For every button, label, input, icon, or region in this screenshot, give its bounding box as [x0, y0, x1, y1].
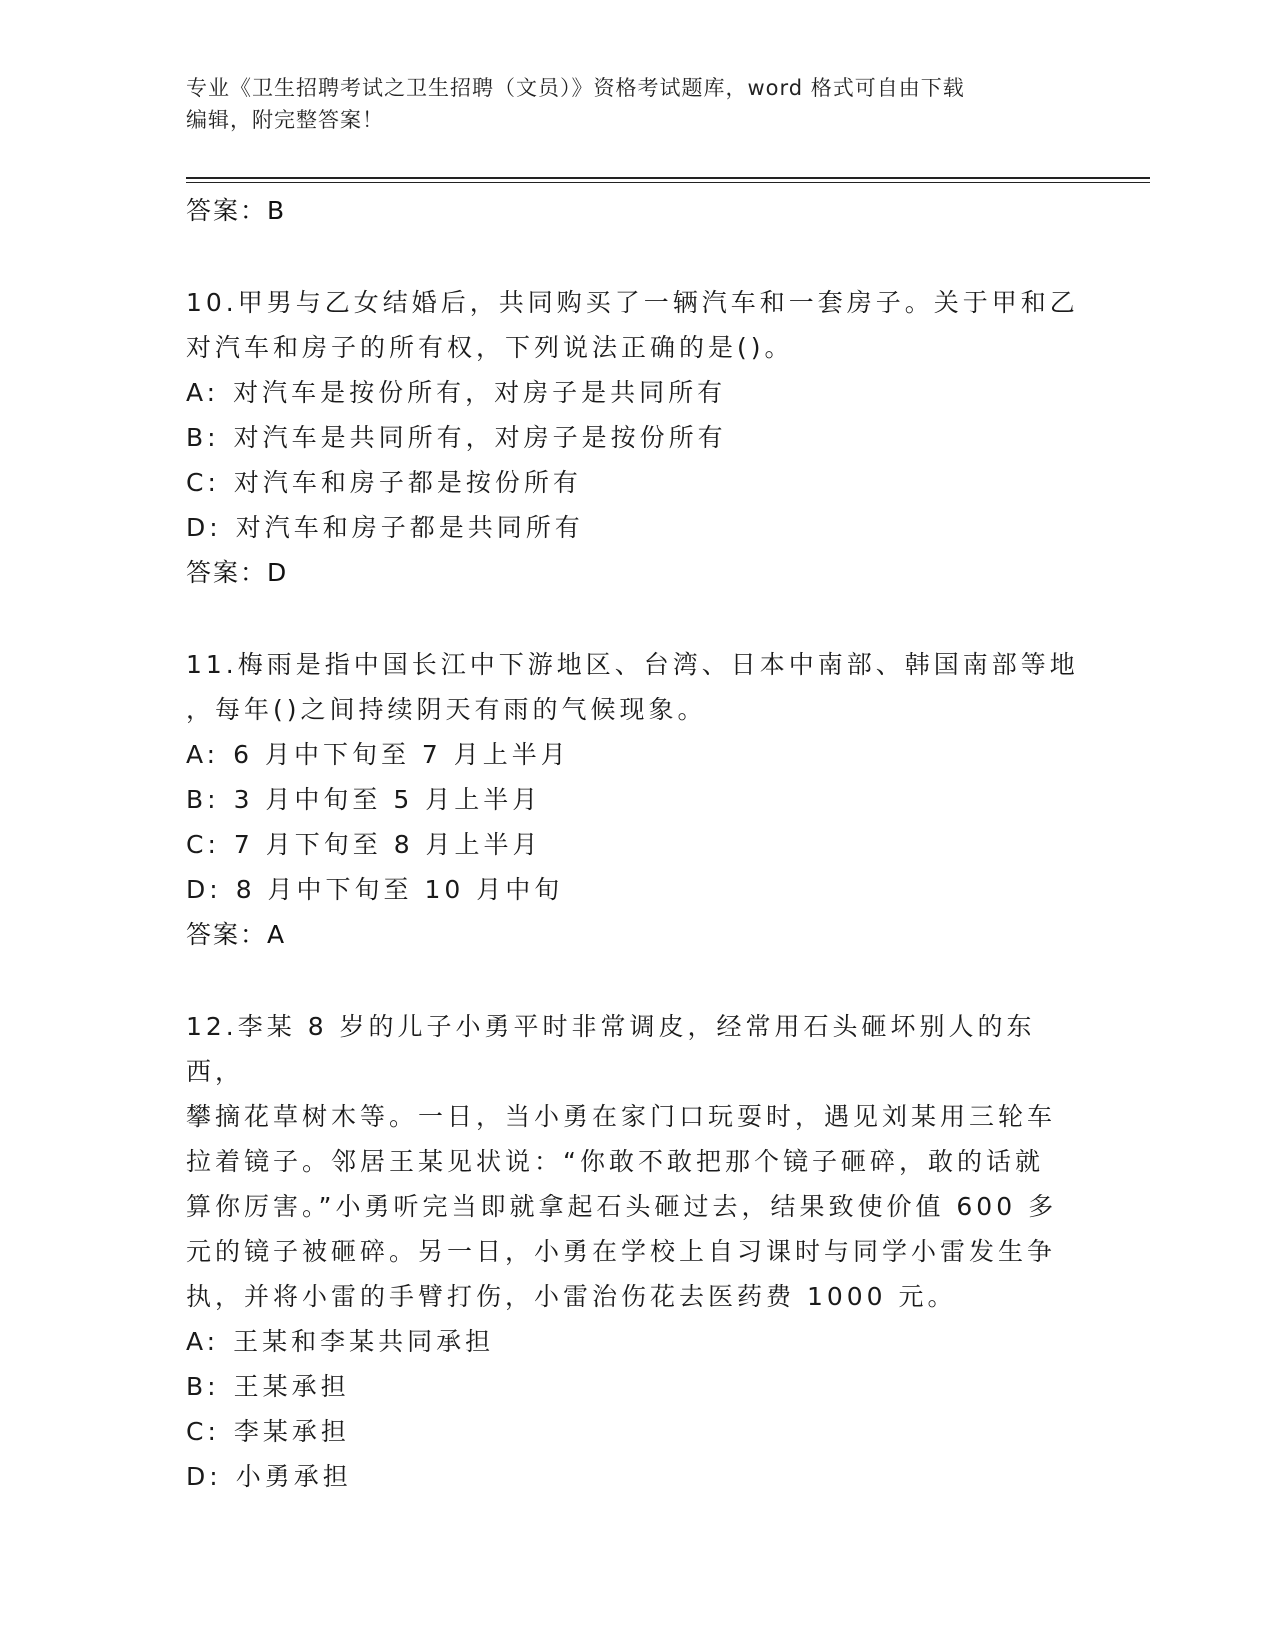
question-stem — [186, 1004, 1086, 1319]
answer-label: 答案：A — [186, 920, 287, 949]
stem-line: 算你厉害。”小勇听完当即就拿起石头砸过去，结果致使价值 600 多 — [186, 1192, 1058, 1221]
option-text: 8 月中下旬至 10 月中旬 — [235, 875, 564, 904]
option-a — [186, 732, 1086, 777]
option-letter: C: — [186, 468, 220, 497]
option-b — [186, 1364, 1086, 1409]
option-letter: C: — [186, 830, 220, 859]
stem-line: 拉着镜子。邻居王某见状说：“你敢不敢把那个镜子砸碎，敢的话就 — [186, 1147, 1044, 1176]
option-text: 李某承担 — [233, 1417, 350, 1446]
option-text: 王某承担 — [233, 1372, 350, 1401]
stem-line: ，每年()之间持续阴天有雨的气候现象。 — [186, 695, 707, 724]
option-d — [186, 1454, 1086, 1499]
option-letter: D: — [186, 1462, 222, 1491]
option-text: 对汽车是共同所有，对房子是按份所有 — [233, 423, 727, 452]
option-text: 7 月下旬至 8 月上半月 — [233, 830, 542, 859]
option-letter: C: — [186, 1417, 220, 1446]
option-d — [186, 867, 1086, 912]
option-letter: B: — [186, 1372, 220, 1401]
option-letter: D: — [186, 513, 222, 542]
option-b — [186, 415, 1086, 460]
previous-answer: 答案：B — [186, 196, 287, 225]
option-text: 对汽车和房子都是共同所有 — [235, 513, 584, 542]
option-d — [186, 505, 1086, 550]
answer-label: 答案：D — [186, 558, 289, 587]
option-letter: D: — [186, 875, 222, 904]
page-header — [186, 72, 1066, 136]
question-10 — [186, 280, 1086, 596]
header-line-1: 专业《卫生招聘考试之卫生招聘（文员）》资格考试题库，word 格式可自由下载 — [186, 76, 965, 100]
header-line-2: 编辑，附完整答案！ — [186, 108, 384, 132]
question-list — [186, 188, 1086, 1499]
header-divider-thin — [186, 182, 1150, 183]
option-letter: A: — [186, 378, 220, 407]
option-text: 王某和李某共同承担 — [233, 1327, 495, 1356]
option-c — [186, 1409, 1086, 1454]
option-text: 对汽车和房子都是按份所有 — [233, 468, 582, 497]
option-letter: B: — [186, 785, 220, 814]
option-c — [186, 822, 1086, 867]
header-divider-thick — [186, 177, 1150, 179]
question-stem — [186, 280, 1086, 370]
option-text: 6 月中下旬至 7 月上半月 — [233, 740, 570, 769]
option-letter: A: — [186, 740, 220, 769]
stem-line: 10.甲男与乙女结婚后，共同购买了一辆汽车和一套房子。关于甲和乙 — [186, 288, 1079, 317]
question-stem — [186, 642, 1086, 732]
stem-line: 对汽车和房子的所有权，下列说法正确的是()。 — [186, 333, 794, 362]
option-a — [186, 370, 1086, 415]
stem-line: 攀摘花草树木等。一日，当小勇在家门口玩耍时，遇见刘某用三轮车 — [186, 1102, 1057, 1131]
stem-line: 12.李某 8 岁的儿子小勇平时非常调皮，经常用石头砸坏别人的东西， — [186, 1012, 1036, 1086]
option-text: 小勇承担 — [235, 1462, 352, 1491]
option-a — [186, 1319, 1086, 1364]
option-c — [186, 460, 1086, 505]
option-letter: B: — [186, 423, 220, 452]
option-letter: A: — [186, 1327, 220, 1356]
question-12 — [186, 1004, 1086, 1499]
question-11 — [186, 642, 1086, 958]
stem-line: 元的镜子被砸碎。另一日，小勇在学校上自习课时与同学小雷发生争 — [186, 1237, 1057, 1266]
option-text: 3 月中旬至 5 月上半月 — [233, 785, 542, 814]
stem-line: 执，并将小雷的手臂打伤，小雷治伤花去医药费 1000 元。 — [186, 1282, 957, 1311]
option-text: 对汽车是按份所有，对房子是共同所有 — [233, 378, 727, 407]
stem-line: 11.梅雨是指中国长江中下游地区、台湾、日本中南部、韩国南部等地 — [186, 650, 1079, 679]
option-b — [186, 777, 1086, 822]
